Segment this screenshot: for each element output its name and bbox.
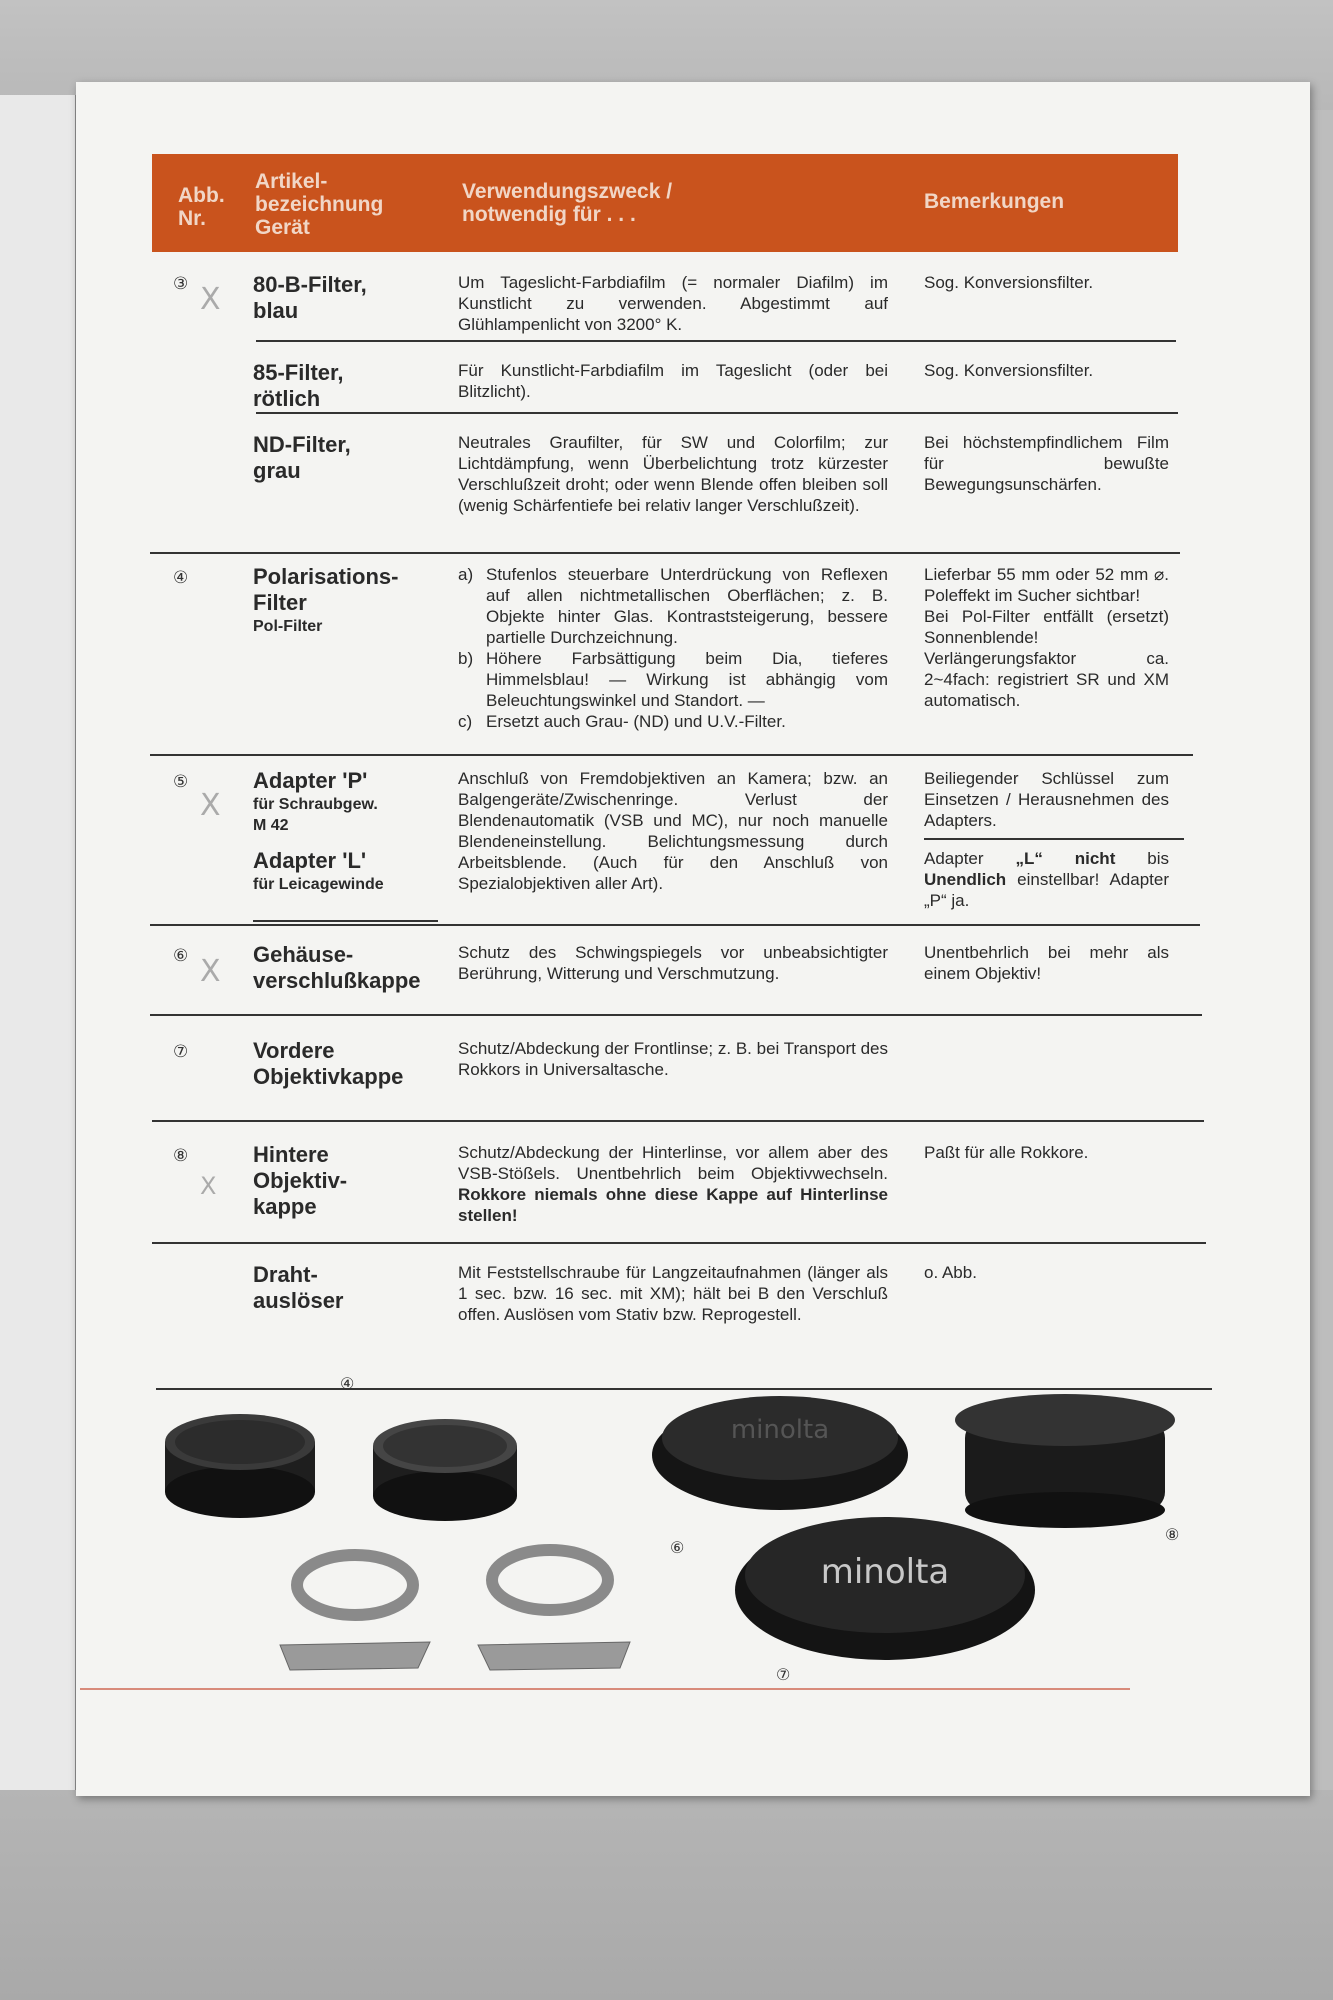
- item-remark: Unentbehrlich bei mehr als einem Objektiv!: [924, 943, 1169, 983]
- item-description: Anschluß von Fremdobjektiven an Kamera; bzw. an Balgengeräte/Zwischenringe. Verlust der Blendenautomatik (VSB und MC), nur noch manuelle Blendeneinstellung. Belichtungsmessung durch Arbeitsblende. (Auch für den Anschluß von Spezialobjektiven aller Art).: [458, 769, 888, 893]
- item-description: Für Kunstlicht-Farbdiafilm im Tageslicht (oder bei Blitzlicht).: [458, 361, 888, 401]
- header-artikel: Artikel- bezeichnung Gerät: [255, 170, 384, 239]
- item-title: [253, 564, 398, 637]
- list-text: Stufenlos steuerbare Unterdrückung von Reflexen auf allen nichtmetallischen Oberflächen; z. B. Objekte hinter Glas. Kontraststeigerung, bessere partielle Durchzeichnung.: [486, 565, 888, 647]
- item-description-bold: Rokkore niemals ohne diese Kappe auf Hinterlinse stellen!: [458, 1185, 888, 1225]
- divider: [924, 838, 1184, 840]
- divider: [150, 552, 1180, 554]
- figure-number: ③: [173, 274, 189, 293]
- list-item: [458, 711, 888, 732]
- divider: [150, 1014, 1202, 1016]
- pencil-mark: X: [200, 282, 221, 317]
- pencil-mark: X: [200, 788, 221, 823]
- item-remark: Beiliegender Schlüssel zum Einsetzen / Herausnehmen des Adapters.: [924, 769, 1169, 830]
- front-cap-image: [735, 1517, 1035, 1660]
- item-remark: Lieferbar 55 mm oder 52 mm ⌀. Poleffekt im Sucher sichtbar! Bei Pol-Filter entfällt (ersetzt) Sonnenblende! Verlängerungsfaktor ca. 2~4fach: registriert SR und XM automatisch.: [924, 565, 1169, 710]
- accessories-photo: [150, 1380, 1200, 1680]
- item-title: Hintere Objektiv- kappe: [253, 1142, 348, 1219]
- item-subtitle: für Schraubgew. M 42: [253, 796, 378, 834]
- rear-cap-image: [955, 1394, 1175, 1528]
- photo-label: ⑥: [670, 1540, 685, 1557]
- filter-image: [165, 1414, 315, 1518]
- item-description: Um Tageslicht-Farbdiafilm (= normaler Diafilm) im Kunstlicht zu verwenden. Abgestimmt auf Glühlampenlicht von 3200° K.: [458, 273, 888, 334]
- item-description: [458, 564, 888, 732]
- pencil-mark: X: [200, 1172, 217, 1200]
- item-description: Schutz/Abdeckung der Frontlinse; z. B. bei Transport des Rokkors in Universaltasche.: [458, 1039, 888, 1079]
- list-label: a): [458, 565, 474, 584]
- item-title-text: Polarisations- Filter: [253, 564, 399, 615]
- cap-brand-text: minolta: [820, 1552, 950, 1592]
- item-remark: Sog. Konversionsfilter.: [924, 361, 1094, 380]
- figure-number: ⑥: [173, 946, 189, 965]
- item-remark: Sog. Konversionsfilter.: [924, 273, 1094, 292]
- divider: [150, 924, 1200, 926]
- divider: [150, 754, 1193, 756]
- cap-brand-text: minolta: [730, 1415, 830, 1445]
- item-title: ND-Filter, grau: [253, 432, 351, 483]
- figure-number: ⑤: [173, 772, 189, 791]
- item-subtitle-2: für Leicagewinde: [253, 876, 384, 893]
- left-page-edge: [0, 95, 77, 1795]
- header-abb: Abb. Nr.: [178, 184, 225, 230]
- photo-label: ④: [340, 1376, 355, 1393]
- body-cap-image: [652, 1396, 908, 1510]
- item-title: 85-Filter, rötlich: [253, 360, 344, 411]
- item-subtitle: Pol-Filter: [253, 618, 323, 635]
- item-description: Mit Feststellschraube für Langzeitaufnahmen (länger als 1 sec. bzw. 16 sec. mit XM); hält bei B den Verschluß offen. Auslösen vom Stativ bzw. Reprogestell.: [458, 1263, 888, 1324]
- divider: [253, 920, 438, 922]
- photo-label: ⑧: [1165, 1527, 1180, 1544]
- filter-image: [373, 1419, 517, 1521]
- divider: [152, 1242, 1206, 1244]
- figure-number: ⑦: [173, 1042, 189, 1061]
- list-item: [458, 648, 888, 711]
- item-remark: Bei höchstempfindlichem Film für bewußte Bewegungsunschärfen.: [924, 433, 1169, 494]
- item-remark-2: Adapter „L“ nicht bis Unendlich einstellbar! Adapter „P“ ja.: [924, 849, 1169, 910]
- item-title: Gehäuse- verschlußkappe: [253, 942, 421, 993]
- background-bottom: [0, 1790, 1333, 2000]
- bottom-red-rule: [80, 1688, 1130, 1690]
- item-description: Neutrales Graufilter, für SW und Colorfilm; zur Lichtdämpfung, wenn Überbelichtung trotz kürzester Verschlußzeit droht; oder wenn Blende offen bleiben soll (wenig Schärfentiefe bei relativ langer Verschlußzeit).: [458, 433, 888, 515]
- item-title: 80-B-Filter, blau: [253, 272, 367, 323]
- divider: [256, 340, 1176, 342]
- item-title: Vordere Objektivkappe: [253, 1038, 404, 1089]
- adapter-ring-image: [297, 1550, 608, 1615]
- pencil-mark: X: [200, 954, 221, 989]
- header-bemerkungen: Bemerkungen: [924, 190, 1065, 213]
- photo-label: ⑦: [776, 1667, 791, 1684]
- divider: [256, 412, 1178, 414]
- list-text: Ersetzt auch Grau- (ND) und U.V.-Filter.: [486, 712, 786, 731]
- item-title: [253, 768, 453, 895]
- item-description: [458, 1142, 888, 1226]
- item-description-text: Schutz/Abdeckung der Hinterlinse, vor allem aber des VSB-Stößels. Unentbehrlich beim Objektivwechseln.: [458, 1143, 888, 1183]
- table-header: [152, 154, 1178, 252]
- figure-number: ⑧: [173, 1146, 189, 1165]
- item-remark: o. Abb.: [924, 1263, 977, 1282]
- list-item: [458, 564, 888, 648]
- list-label: b): [458, 649, 474, 668]
- figure-number: ④: [173, 568, 189, 587]
- divider: [152, 1120, 1204, 1122]
- item-title-text: Adapter 'P': [253, 768, 368, 793]
- item-remark: Paßt für alle Rokkore.: [924, 1143, 1089, 1162]
- item-description: Schutz des Schwingspiegels vor unbeabsichtigter Berührung, Witterung und Verschmutzung.: [458, 943, 888, 983]
- header-verwendung: Verwendungszweck / notwendig für . . .: [462, 180, 673, 226]
- list-label: c): [458, 712, 473, 731]
- list-text: Höhere Farbsättigung beim Dia, tieferes Himmelsblau! — Wirkung ist abhängig vom Beleuchtungswinkel und Standort. —: [486, 649, 888, 710]
- product-photos: [150, 1376, 1200, 1684]
- item-title-text-2: Adapter 'L': [253, 848, 367, 873]
- adapter-key-image: [280, 1642, 630, 1670]
- item-title: Draht- auslöser: [253, 1262, 344, 1313]
